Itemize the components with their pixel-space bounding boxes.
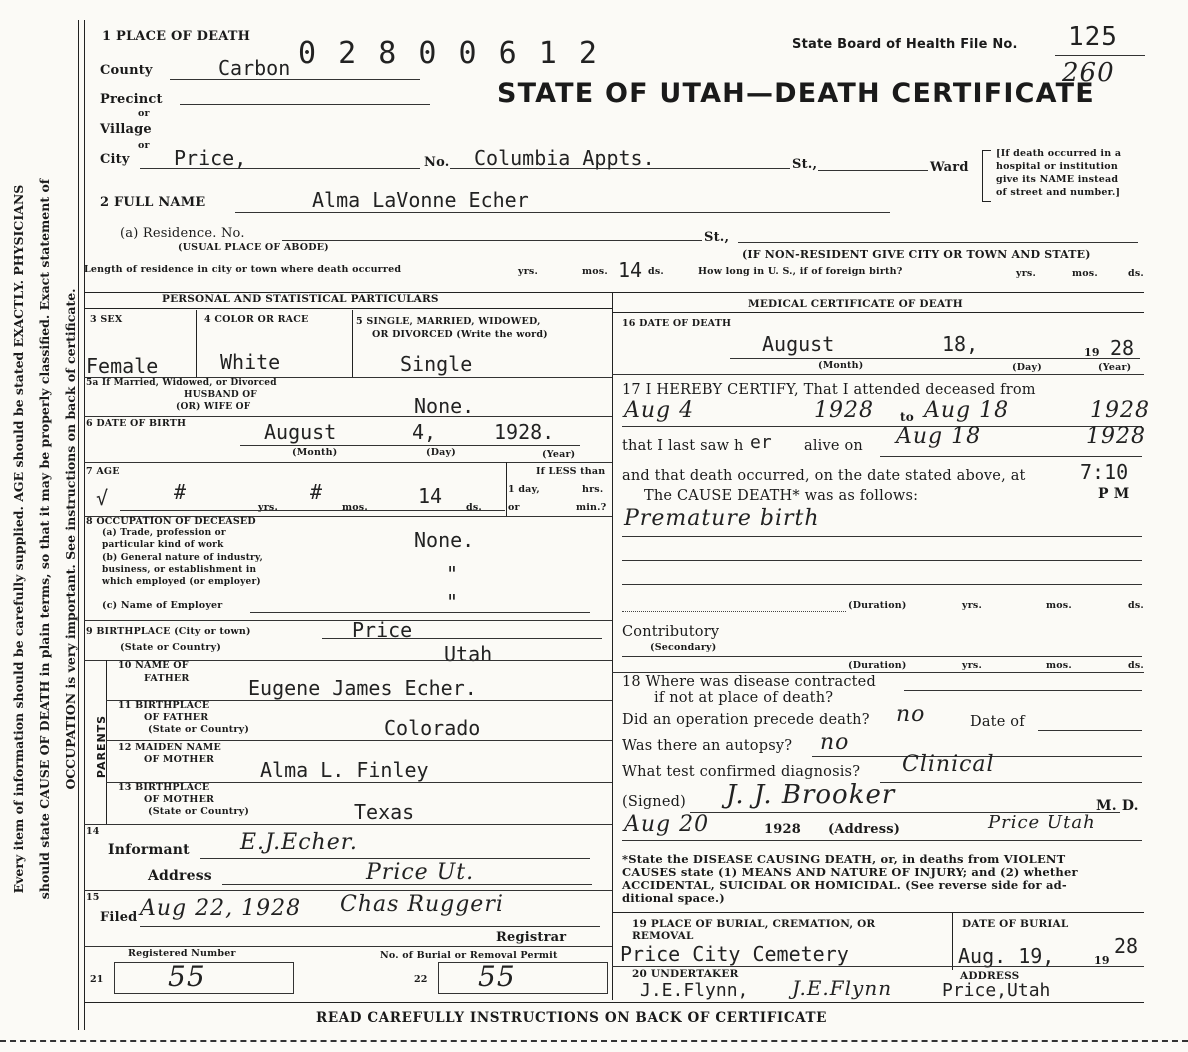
- row-line-6: [84, 462, 612, 463]
- file-no-line: [1055, 55, 1145, 56]
- alive-on-year: 1928: [1086, 424, 1146, 449]
- st-label: St.,: [792, 157, 818, 172]
- personal-header-line: [84, 308, 612, 309]
- registered-number-label: Registered Number: [128, 948, 236, 959]
- num-15: 15: [86, 892, 100, 903]
- date-of-burial-year: 28: [1114, 934, 1139, 958]
- contributory-label: Contributory: [622, 624, 720, 640]
- side-instructions: [6, 39, 84, 1039]
- residence-ds-value: 14: [618, 258, 643, 282]
- precinct-label: Precinct: [100, 92, 163, 107]
- row-line-8: [84, 620, 612, 621]
- color-label: 4 COLOR OR RACE: [204, 314, 309, 325]
- sex-label: 3 SEX: [90, 314, 123, 325]
- residence-label: (a) Residence. No.: [120, 226, 245, 241]
- secondary-label: (Secondary): [650, 642, 717, 653]
- us-yrs: yrs.: [1016, 268, 1036, 279]
- duration-yrs-1: yrs.: [962, 600, 982, 611]
- spouse-label-2: HUSBAND OF: [184, 390, 257, 400]
- birthplace-state-label: (State or Country): [120, 642, 222, 653]
- attended-to-label: to: [900, 410, 914, 424]
- nonresident-note: (IF NON-RESIDENT GIVE CITY OR TOWN AND STATE): [742, 248, 1091, 261]
- father-value: Eugene James Echer.: [248, 676, 477, 700]
- sex-value: Female: [86, 354, 159, 378]
- residence-ds: ds.: [648, 266, 664, 277]
- footnote-2: CAUSES state (1) MEANS AND NATURE OF INJURY; and (2) whether: [622, 865, 1078, 879]
- father-birthplace: Colorado: [384, 716, 481, 740]
- mother-birthplace: Texas: [354, 800, 415, 824]
- birthplace-city-line: [322, 638, 602, 639]
- medical-section-title: MEDICAL CERTIFICATE OF DEATH: [748, 298, 963, 310]
- personal-section-title: PERSONAL AND STATISTICAL PARTICULARS: [162, 293, 439, 305]
- dob-month: August: [264, 420, 337, 444]
- file-no-extra: 260: [1062, 58, 1115, 88]
- spouse-value: None.: [414, 394, 475, 418]
- operation-value: no: [896, 702, 926, 727]
- age-mos-value: #: [310, 480, 323, 504]
- mother-value: Alma L. Finley: [260, 758, 429, 782]
- informant-value: E.J.Echer.: [240, 830, 358, 855]
- age-line: [120, 510, 505, 511]
- ward-line: [818, 170, 928, 171]
- sign-address-label: (Address): [828, 822, 901, 837]
- full-name-label: 2 FULL NAME: [100, 195, 206, 210]
- num-21: 21: [90, 974, 104, 985]
- operation-line: [1038, 730, 1142, 731]
- less-than-1: If LESS than: [536, 466, 606, 477]
- us-length-label: How long in U. S., if of foreign birth?: [698, 266, 903, 277]
- date-of-burial-prefix: 19: [1094, 954, 1110, 967]
- num-14: 14: [86, 826, 100, 837]
- mother-label-2: OF MOTHER: [144, 754, 215, 765]
- side-instruction-line-3: OCCUPATION is very important. See instructions on back of certificate.: [63, 288, 78, 790]
- mother-birthplace-label-1: 13 BIRTHPLACE: [118, 782, 210, 793]
- mother-birthplace-label-2: OF MOTHER: [144, 794, 215, 805]
- bottom-border-line: [0, 1040, 1188, 1042]
- medical-header-line: [612, 312, 1144, 313]
- burial-label-1: 19 PLACE OF BURIAL, CREMATION, OR: [632, 918, 876, 930]
- registrar-label: Registrar: [496, 930, 567, 945]
- cause-line-2: [622, 560, 1142, 561]
- mother-birthplace-label-3: (State or Country): [148, 806, 250, 817]
- employer-label: (c) Name of Employer: [102, 600, 223, 611]
- institution-bracket: [982, 150, 991, 202]
- sign-address: Price Utah: [988, 812, 1096, 833]
- burial-place: Price City Cemetery: [620, 942, 849, 966]
- num-22: 22: [414, 974, 428, 985]
- burial-date-divider: [952, 912, 953, 970]
- burial-permit-label: No. of Burial or Removal Permit: [380, 950, 558, 961]
- footnote-4: ditional space.): [622, 891, 725, 905]
- precinct-line: [180, 104, 430, 105]
- burial-permit-box: [438, 962, 608, 994]
- footnote-3: ACCIDENTAL, SUICIDAL OR HOMICIDAL. (See reverse side for ad-: [622, 878, 1067, 892]
- address-value: Price Ut.: [366, 860, 475, 885]
- father-birthplace-label-2: OF FATHER: [144, 712, 209, 723]
- full-name-value: Alma LaVonne Echer: [312, 188, 529, 212]
- county-label: County: [100, 63, 153, 78]
- attended-from-date: Aug 4: [624, 398, 695, 423]
- autopsy-label: Was there an autopsy?: [622, 738, 793, 754]
- attended-to-date: Aug 18: [924, 398, 1010, 423]
- date-of-burial-label: DATE OF BURIAL: [962, 918, 1069, 930]
- alive-line: [880, 456, 1142, 457]
- dod-month-caption: (Month): [818, 360, 864, 371]
- or-2: or: [138, 140, 150, 151]
- death-time: 7:10: [1080, 460, 1129, 484]
- occupation-label: 8 OCCUPATION OF DECEASED: [86, 516, 256, 527]
- attended-from-year: 1928: [814, 398, 874, 423]
- color-value: White: [220, 350, 281, 374]
- contracted-line: [904, 690, 1142, 691]
- test-label: What test confirmed diagnosis?: [622, 764, 861, 780]
- row-line-13: [84, 824, 612, 825]
- age-mos-caption: mos.: [342, 502, 368, 513]
- county-value: Carbon: [218, 56, 291, 80]
- us-mos: mos.: [1072, 268, 1098, 279]
- dod-day-caption: (Day): [1012, 362, 1042, 373]
- occupation-a-label-1: (a) Trade, profession or: [102, 528, 226, 538]
- frame-left-inner-line: [84, 20, 85, 1030]
- test-line: [880, 782, 1142, 783]
- us-ds: ds.: [1128, 268, 1144, 279]
- place-of-death-label: 1 PLACE OF DEATH: [102, 29, 251, 44]
- duration-label-2: (Duration): [848, 660, 907, 671]
- employer-value: ": [446, 590, 459, 614]
- test-value: Clinical: [902, 752, 995, 777]
- age-yrs-caption: yrs.: [258, 502, 278, 513]
- institution-note-4: of street and number.]: [996, 187, 1121, 198]
- age-check: √: [96, 486, 109, 510]
- date-of-label: Date of: [970, 714, 1025, 730]
- color-divider: [352, 310, 353, 378]
- burial-label-2: REMOVAL: [632, 930, 694, 942]
- dob-day: 4,: [412, 420, 437, 444]
- mother-label-1: 12 MAIDEN NAME: [118, 742, 221, 753]
- side-instruction-line-2: should state CAUSE OF DEATH in plain terms, so that it may be properly classified. Exact statement of: [37, 178, 52, 900]
- age-label: 7 AGE: [86, 466, 120, 477]
- cause-line-3: [622, 584, 1142, 585]
- spouse-label-1: 5a If Married, Widowed, or Divorced: [86, 378, 277, 388]
- sign-date: Aug 20: [624, 812, 710, 837]
- city-line: [140, 168, 420, 169]
- residence-yrs: yrs.: [518, 266, 538, 277]
- footer-instructions: READ CAREFULLY INSTRUCTIONS ON BACK OF CERTIFICATE: [316, 1010, 828, 1026]
- contributory-line: [622, 656, 1142, 657]
- parents-label: PARENTS: [95, 714, 109, 779]
- occupation-b-label-3: which employed (or employer): [102, 577, 261, 587]
- father-birthplace-label-3: (State or Country): [148, 724, 250, 735]
- or-1: or: [138, 108, 150, 119]
- row-line-17: [612, 672, 1144, 673]
- death-occurred-label: and that death occurred, on the date stated above, at: [622, 468, 1026, 484]
- informant-line: [200, 858, 590, 859]
- age-ds-value: 14: [418, 484, 443, 508]
- birthplace-label: 9 BIRTHPLACE (City or town): [86, 626, 251, 637]
- undertaker-address: Price,Utah: [942, 980, 1051, 1001]
- occupation-b-label-2: business, or establishment in: [102, 565, 257, 575]
- undertaker-signature: J.E.Flynn: [792, 976, 893, 1000]
- dod-year-caption: (Year): [1098, 362, 1132, 373]
- undertaker-value: J.E.Flynn,: [640, 980, 749, 1001]
- row-line-14: [84, 890, 612, 891]
- cause-value: Premature birth: [624, 506, 820, 531]
- age-ds-caption: ds.: [466, 502, 482, 513]
- duration-label-1: (Duration): [848, 600, 907, 611]
- informant-label: Informant: [108, 842, 190, 858]
- burial-permit-value: 55: [478, 960, 516, 993]
- less-than-2: 1 day,: [508, 484, 540, 495]
- registrar-signature: Chas Ruggeri: [340, 892, 504, 917]
- residence-st-label: St.,: [704, 230, 730, 245]
- row-line-5a: [84, 416, 612, 417]
- occupation-a-value: None.: [414, 528, 475, 552]
- contracted-label-1: 18 Where was disease contracted: [622, 674, 876, 690]
- village-label: Village: [100, 122, 152, 137]
- dod-label: 16 DATE OF DEATH: [622, 318, 732, 329]
- address-line: [222, 884, 592, 885]
- full-name-line: [235, 212, 890, 213]
- signed-label: (Signed): [622, 794, 686, 810]
- less-than-3: or: [508, 502, 520, 513]
- cause-line-1: [622, 536, 1142, 537]
- footer-top-line: [84, 1002, 1144, 1003]
- date-of-burial: Aug. 19,: [958, 944, 1055, 968]
- attended-to-year: 1928: [1090, 398, 1150, 423]
- residence-line: [282, 240, 702, 241]
- dob-line: [240, 445, 580, 446]
- duration-ds-1: ds.: [1128, 600, 1144, 611]
- row-line-burial-mid: [612, 966, 1144, 967]
- row-line-burial-top: [612, 912, 1144, 913]
- row-line-16: [612, 374, 1144, 375]
- dod-line: [730, 358, 1140, 359]
- sign-address-line: [622, 840, 1142, 841]
- certify-text: 17 I HEREBY CERTIFY, That I attended deceased from: [622, 382, 1036, 398]
- registered-number-value: 55: [168, 960, 206, 993]
- spouse-label-3: (OR) WIFE OF: [176, 402, 251, 412]
- residence-sublabel: (USUAL PLACE OF ABODE): [178, 242, 329, 253]
- father-label-2: FATHER: [144, 673, 190, 684]
- age-yrs-value: #: [174, 480, 187, 504]
- ward-label: Ward: [930, 160, 969, 175]
- row-line-11: [106, 740, 612, 741]
- footnote-1: *State the DISEASE CAUSING DEATH, or, in deaths from VIOLENT: [622, 852, 1066, 866]
- duration-ds-2: ds.: [1128, 660, 1144, 671]
- marital-label-1: 5 SINGLE, MARRIED, WIDOWED,: [356, 316, 541, 327]
- duration-mos-2: mos.: [1046, 660, 1072, 671]
- sex-divider: [196, 310, 197, 378]
- residence-st-line: [738, 242, 1138, 243]
- father-label-1: 10 NAME OF: [118, 660, 189, 671]
- undertaker-label: 20 UNDERTAKER: [632, 968, 739, 980]
- cause-label: The CAUSE DEATH* was as follows:: [644, 488, 919, 504]
- row-line-15: [84, 946, 612, 947]
- filed-value: Aug 22, 1928: [140, 896, 302, 921]
- street-line: [450, 168, 790, 169]
- file-no-label: State Board of Health File No.: [792, 37, 1018, 52]
- employer-line: [250, 612, 590, 613]
- dod-month: August: [762, 332, 835, 356]
- no-label: No.: [424, 155, 450, 170]
- file-no-value: 125: [1068, 22, 1118, 52]
- duration-yrs-2: yrs.: [962, 660, 982, 671]
- physician-signature: J. J. Brooker: [726, 780, 896, 810]
- side-instruction-line-1: Every item of information should be carefully supplied. AGE should be stated EXACTLY. PHYSICIANS: [11, 184, 26, 894]
- contracted-label-2: if not at place of death?: [654, 690, 834, 706]
- operation-label: Did an operation precede death?: [622, 712, 870, 728]
- dob-year-caption: (Year): [542, 449, 576, 460]
- attended-line: [622, 426, 1142, 427]
- dod-year: 28: [1110, 336, 1135, 360]
- less-than-hrs: hrs.: [582, 484, 604, 495]
- address-label: Address: [148, 868, 212, 884]
- street-value: Columbia Appts.: [474, 146, 655, 170]
- alive-on-date: Aug 18: [896, 424, 982, 449]
- duration-dots-1: [622, 611, 846, 612]
- autopsy-value: no: [820, 730, 850, 755]
- column-divider: [612, 292, 613, 1000]
- sign-year: 1928: [764, 822, 801, 837]
- serial-number: 0 2 8 0 0 6 1 2: [298, 36, 599, 71]
- birthplace-city: Price: [352, 618, 413, 642]
- city-label: City: [100, 152, 130, 167]
- father-birthplace-label-1: 11 BIRTHPLACE: [118, 700, 210, 711]
- occupation-b-value: ": [446, 562, 459, 586]
- residence-length-label: Length of residence in city or town where death occurred: [84, 264, 402, 275]
- birthplace-state: Utah: [444, 642, 493, 666]
- marital-label-2: OR DIVORCED (Write the word): [372, 329, 548, 340]
- filed-line: [140, 926, 600, 927]
- occupation-a-label-2: particular kind of work: [102, 540, 224, 550]
- occupation-b-label-1: (b) General nature of industry,: [102, 553, 263, 563]
- dob-month-caption: (Month): [292, 447, 338, 458]
- dob-year: 1928.: [494, 420, 555, 444]
- last-saw-label: that I last saw h: [622, 438, 744, 454]
- duration-mos-1: mos.: [1046, 600, 1072, 611]
- county-line: [170, 79, 420, 80]
- dob-label: 6 DATE OF BIRTH: [86, 418, 187, 429]
- dob-day-caption: (Day): [426, 447, 456, 458]
- institution-note-2: hospital or institution: [996, 161, 1118, 172]
- city-value: Price,: [174, 146, 247, 170]
- dod-year-prefix: 19: [1084, 346, 1100, 359]
- md-label: M. D.: [1096, 798, 1139, 814]
- marital-value: Single: [400, 352, 473, 376]
- undertaker-address-label: ADDRESS: [960, 970, 1020, 982]
- residence-mos: mos.: [582, 266, 608, 277]
- last-saw-pronoun: er: [750, 432, 772, 453]
- filed-label: Filed: [100, 910, 138, 925]
- frame-left-line: [78, 20, 79, 1030]
- institution-note-3: give its NAME instead: [996, 174, 1119, 185]
- age-less-divider: [506, 462, 507, 516]
- dod-day: 18,: [942, 332, 979, 356]
- page-title: STATE OF UTAH—DEATH CERTIFICATE: [497, 78, 1095, 109]
- death-pm: P M: [1098, 486, 1130, 502]
- institution-note-1: [If death occurred in a: [996, 148, 1122, 159]
- alive-on-label: alive on: [804, 438, 863, 454]
- less-than-min: min.?: [576, 502, 607, 513]
